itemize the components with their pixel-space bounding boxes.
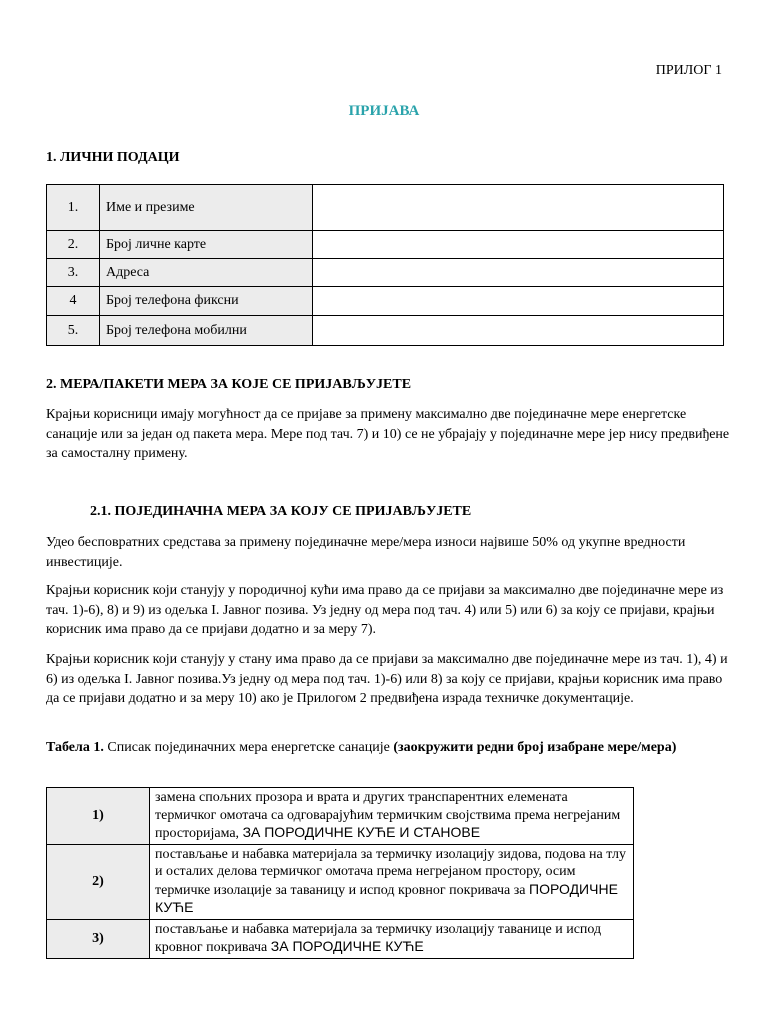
annex-label: ПРИЛОГ 1 xyxy=(655,63,722,78)
section1-heading: 1. ЛИЧНИ ПОДАЦИ xyxy=(46,150,180,165)
mobile-phone-field[interactable] xyxy=(313,316,724,346)
table1-caption-instruction: (заокружити редни број изабране мере/мера) xyxy=(393,740,677,755)
table1-caption xyxy=(46,738,736,758)
table-row xyxy=(47,185,724,231)
address-field[interactable] xyxy=(313,259,724,287)
measure-number[interactable]: 2) xyxy=(47,844,150,919)
measure-tag: ПОРОДИЧНЕ КУЋЕ xyxy=(155,880,618,915)
measure-description xyxy=(150,844,634,919)
form-title: ПРИЈАВА xyxy=(348,103,420,119)
row-number: 1. xyxy=(47,185,100,231)
row-number: 3. xyxy=(47,259,100,287)
measure-text: замена спољних прозора и врата и других транспарентних елемената термичког омотача са одговарајућим термичким својствима према негрејаним просторијама, xyxy=(155,790,621,841)
row-label: Број телефона фиксни xyxy=(100,287,313,316)
row-label: Број телефона мобилни xyxy=(100,316,313,346)
section2-paragraph: Крајњи корисници имају могућност да се пријаве за примену максимално две појединачне мере енергетске санације или за један од пакета мера. Мере под тач. 7) и 10) се не убрајају у појединачне мере јер нису предвиђене за самосталну примену. xyxy=(46,407,730,461)
table-row xyxy=(47,844,634,919)
measure-text: постављање и набавка материјала за термичку изолацију зидова, подова на тлу и осталих делова термичког омотача према негрејаном простору, осим термичке изолације за таваницу и испод кровног покривача за xyxy=(155,846,627,898)
id-card-field[interactable] xyxy=(313,231,724,259)
row-label: Адреса xyxy=(100,259,313,287)
table1-caption-number: Табела 1. xyxy=(46,740,104,755)
full-name-field[interactable] xyxy=(313,185,724,231)
section21-heading: 2.1. ПОЈЕДИНАЧНА МЕРА ЗА КОЈУ СЕ ПРИЈАВЉУЈЕТЕ xyxy=(90,504,472,519)
measure-description xyxy=(150,788,634,845)
measure-description xyxy=(150,919,634,958)
table-row xyxy=(47,788,634,845)
measure-tag: ЗА ПОРОДИЧНЕ КУЋЕ xyxy=(270,938,424,954)
row-number: 2. xyxy=(47,231,100,259)
row-label: Име и презиме xyxy=(100,185,313,231)
section21-paragraph-3: Крајњи корисник који станују у стану има право да се пријави за максимално две појединачне мере из тач. 1), 4) и 6) из одељка I. Јавног позива.Уз једну од мера под тач. 1)-6) или 8) за коју се пријави, крајњи корисник има право да се пријави додатно и за меру 10) ако је Прилогом 2 предвиђена израда техничке документације. xyxy=(46,652,728,706)
table-row xyxy=(47,231,724,259)
table1-caption-text: Списак појединачних мера енергетске санације xyxy=(103,740,394,755)
landline-phone-field[interactable] xyxy=(313,287,724,316)
measure-number[interactable]: 1) xyxy=(47,788,150,845)
section2-heading: 2. МЕРА/ПАКЕТИ МЕРА ЗА КОЈЕ СЕ ПРИЈАВЉУЈЕТЕ xyxy=(46,377,412,392)
row-label: Број личне карте xyxy=(100,231,313,259)
measure-number[interactable]: 3) xyxy=(47,919,150,958)
measure-text: постављање и набавка материјала за термичку изолацију таванице и испод кровног покривача xyxy=(155,921,602,955)
measures-table xyxy=(46,787,634,959)
row-number: 4 xyxy=(47,287,100,316)
table-row xyxy=(47,287,724,316)
section21-paragraph-2: Крајњи корисник који станују у породичној кући има право да се пријави за максимално две појединачне мере из тач. 1)-6), 8) и 9) из одељка I. Јавног позива. Уз једну од мера под тач. 4) или 5) или 6) за коју се пријави, крајњи корисник има право да се пријави додатно и за меру 7). xyxy=(46,583,724,637)
table-row xyxy=(47,259,724,287)
table-row xyxy=(47,316,724,346)
row-number: 5. xyxy=(47,316,100,346)
section21-paragraph-1: Удео бесповратних средстава за примену појединачне мере/мера износи највише 50% од укупне вредности инвестиције. xyxy=(46,535,686,570)
measure-tag: ЗА ПОРОДИЧНЕ КУЋЕ И СТАНОВЕ xyxy=(242,824,481,840)
personal-data-table xyxy=(46,184,724,346)
table-row xyxy=(47,919,634,958)
